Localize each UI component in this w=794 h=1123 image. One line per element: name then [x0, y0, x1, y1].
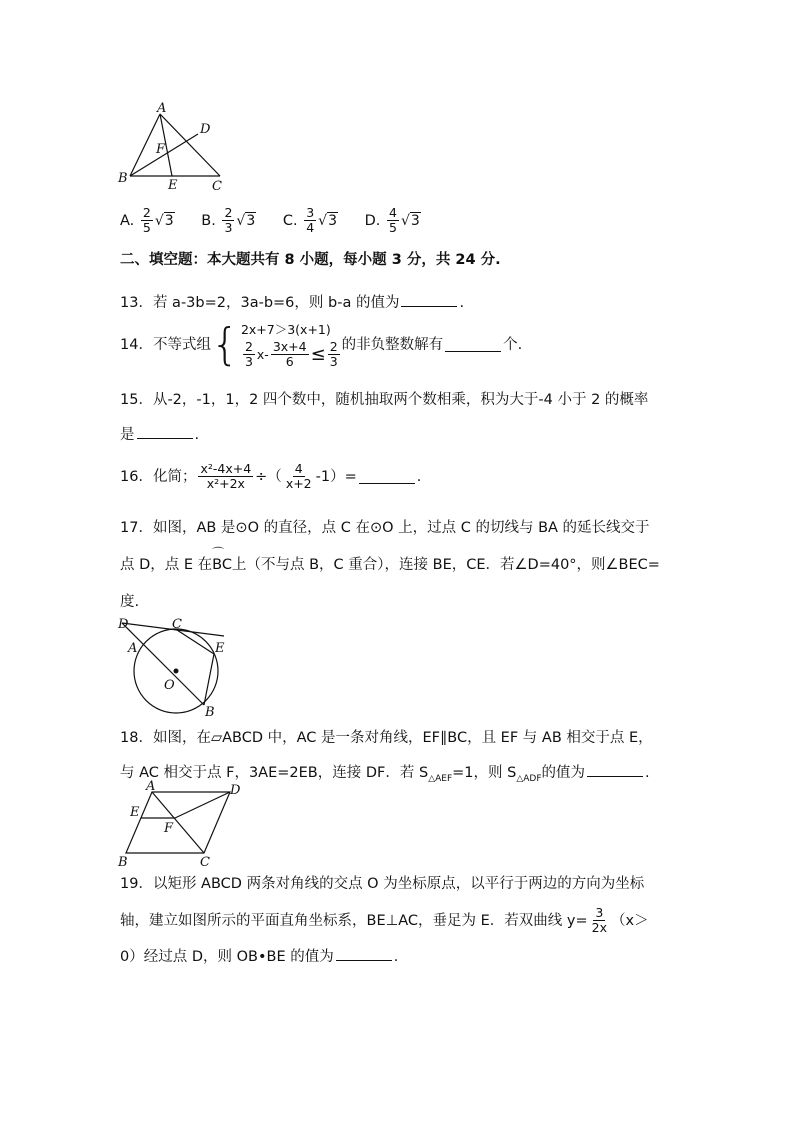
diagonal-ac [152, 792, 204, 853]
option-b[interactable]: B. $\frac{2}{3}$ √3 [201, 205, 256, 235]
label-A: A [128, 641, 138, 656]
question-17-line3: 度. [120, 594, 140, 610]
option-c[interactable]: C. $\frac{3}{4}$ √3 [282, 205, 338, 235]
inequality-system: 2x+7＞3(x+1) $\frac{2}{3}$ x- $\frac{3x+4}{6}$ ≤ $\frac{2}{3}$ [240, 322, 338, 369]
label-F: F [164, 821, 174, 836]
option-a[interactable]: A. $\frac{2}{5}$ √3 [120, 205, 174, 235]
figure-circle-o [112, 612, 232, 718]
label-A: A [146, 780, 156, 794]
question-18-line1: 18．如图，在▱ABCD 中，AC 是一条对角线，EF∥BC，且 EF 与 AB 相交于点 E， [120, 730, 653, 746]
label-D: D [118, 617, 129, 632]
answer-blank-16[interactable] [359, 469, 415, 484]
label-B: B [118, 171, 128, 186]
label-D: D [230, 783, 241, 798]
label-D: D [200, 122, 211, 137]
answer-blank-14[interactable] [445, 337, 501, 352]
label-E: E [130, 805, 140, 820]
question-14: 14．不等式组 { 2x+7＞3(x+1) $\frac{2}{3}$ x- $\frac{3x+4}{6}$ ≤ $\frac{2}{3}$ 的非负整数解有 个. [120, 318, 523, 370]
question-19-line3: 0）经过点 D，则 OB•BE 的值为 . [120, 946, 398, 967]
question-19-line2: 轴，建立如图所示的平面直角坐标系，BE⊥AC，垂足为 E．若双曲线 y= $\frac{3}{2x}$ （x＞ [120, 905, 649, 935]
label-E: E [215, 641, 225, 656]
answer-blank-18[interactable] [587, 762, 643, 777]
figure-triangle-abc [110, 100, 230, 195]
arc-bc: ⌒ BC [212, 555, 232, 575]
answer-blank-13[interactable] [401, 292, 457, 307]
question-17-line2: 点 D，点 E 在⌒ BC上（不与点 B，C 重合），连接 BE，CE．若∠D=40°，则∠BEC= [120, 555, 660, 575]
label-F: F [156, 142, 166, 157]
label-E: E [168, 178, 178, 193]
label-B: B [118, 855, 128, 868]
center-dot [174, 669, 179, 674]
question-13: 13．若 a-3b=2，3a-b=6，则 b-a 的值为 . [120, 292, 464, 313]
answer-options [120, 206, 443, 235]
system-brace: { [210, 318, 239, 370]
section-title: 二、填空题：本大题共有 8 小题，每小题 3 分，共 24 分. [120, 252, 501, 268]
label-B: B [205, 705, 215, 718]
answer-blank-19[interactable] [336, 946, 392, 961]
figure-parallelogram [112, 780, 242, 868]
label-O: O [164, 678, 175, 693]
segment-df [175, 792, 230, 818]
answer-blank-15[interactable] [137, 424, 193, 439]
question-15-line1: 15．从-2，-1，1，2 四个数中，随机抽取两个数相乘，积为大于-4 小于 2 的概率 [120, 392, 649, 408]
label-C: C [200, 855, 210, 868]
label-A: A [157, 101, 167, 116]
edge-ac [160, 114, 220, 176]
label-C: C [172, 617, 182, 632]
question-16: 16．化简； $\frac{\text{x²-4x+4}}{\text{x²+2x}}$ ÷（ $\frac{4}{x+2}$ -1）= . [120, 461, 422, 491]
question-15-line2: 是 . [120, 424, 199, 445]
option-d[interactable]: D. $\frac{4}{5}$ √3 [364, 205, 420, 235]
question-18-line2: 与 AC 相交于点 F，3AE=2EB，连接 DF．若 $S_{\triangle AEF}=1$，则 $S_{\triangle ADF}$的值为 . [120, 762, 650, 789]
label-C: C [212, 179, 222, 194]
question-17-line1: 17．如图，AB 是⊙O 的直径，点 C 在⊙O 上，过点 C 的切线与 BA 的延长线交于 [120, 520, 650, 536]
question-19-line1: 19．以矩形 ABCD 两条对角线的交点 O 为坐标原点，以平行于两边的方向为坐标 [120, 876, 645, 892]
